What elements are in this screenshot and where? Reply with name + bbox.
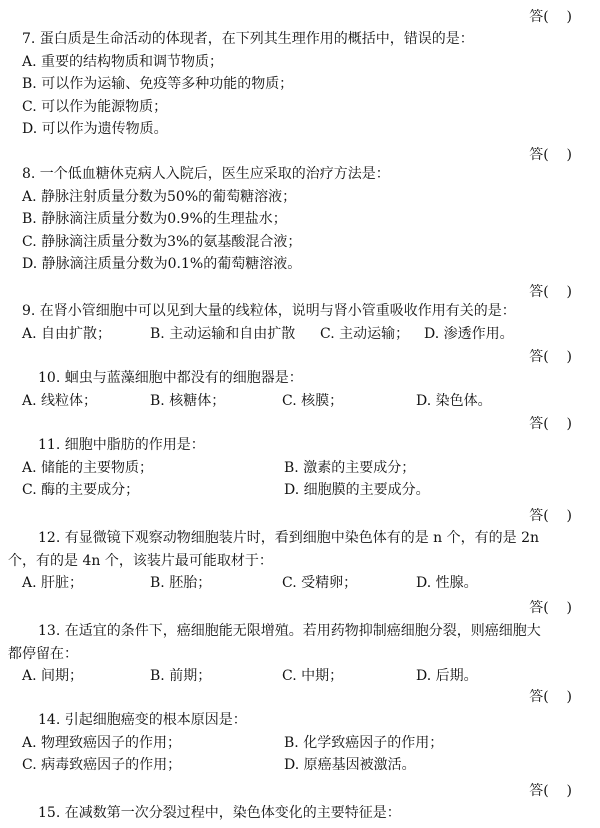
option-a: A. 线粒体； — [22, 392, 98, 409]
option-c: C. 静脉滴注质量分数为3%的氨基酸混合液； — [22, 233, 302, 250]
option-a: A. 静脉注射质量分数为50%的葡萄糖溶液； — [22, 188, 297, 205]
option-a: A. 物理致癌因子的作用； — [22, 734, 182, 751]
question-stem: 14. 引起细胞癌变的根本原因是： — [38, 712, 247, 728]
options-row — [22, 665, 562, 688]
answer-blank[interactable]: 答( ) — [529, 783, 572, 799]
question-stem-line-1: 13. 在适宜的条件下，癌细胞能无限增殖。若用药物抑制癌细胞分裂，则癌细胞大 — [38, 623, 541, 639]
answer-blank[interactable]: 答( ) — [529, 9, 572, 25]
option-a: A. 自由扩散； — [22, 325, 112, 342]
question-14 — [22, 709, 562, 777]
option-d: D. 性腺。 — [416, 575, 478, 591]
answer-blank[interactable]: 答( ) — [529, 689, 572, 705]
question-stem: 15. 在减数第一次分裂过程中，染色体变化的主要特征是： — [38, 805, 401, 821]
option-c: C. 病毒致癌因子的作用； — [22, 757, 182, 773]
option-c: C. 核膜； — [282, 392, 344, 409]
question-8 — [22, 163, 562, 276]
option-b: B. 激素的主要成分； — [284, 459, 416, 476]
option-c: C. 主动运输； — [320, 325, 410, 342]
option-b: B. 静脉滴注质量分数为0.9%的生理盐水； — [22, 211, 287, 227]
question-stem-line-2: 个，有的是 4n 个，该装片最可能取材于： — [8, 552, 273, 569]
question-stem: 8. 一个低血糖休克病人入院后，医生应采取的治疗方法是： — [22, 166, 390, 182]
option-b: B. 核糖体； — [150, 392, 226, 409]
options-row — [22, 572, 562, 595]
option-b: B. 胚胎； — [150, 575, 212, 591]
answer-blank[interactable]: 答( ) — [529, 508, 572, 524]
option-d: D. 可以作为遗传物质。 — [22, 121, 168, 137]
answer-blank[interactable]: 答( ) — [529, 147, 572, 163]
option-a: A. 储能的主要物质； — [22, 459, 154, 476]
question-stem: 11. 细胞中脂肪的作用是： — [38, 437, 205, 453]
question-stem: 9. 在肾小管细胞中可以见到大量的线粒体，说明与肾小管重吸收作用有关的是： — [22, 303, 516, 319]
question-13 — [8, 620, 562, 688]
option-d: D. 原癌基因被激活。 — [284, 757, 416, 773]
option-a: A. 肝脏； — [22, 575, 84, 591]
options-row — [22, 754, 562, 777]
options-row — [22, 479, 562, 502]
option-d: D. 静脉滴注质量分数为0.1%的葡萄糖溶液。 — [22, 256, 302, 272]
option-d: D. 渗透作用。 — [424, 325, 514, 342]
question-15 — [22, 802, 562, 825]
answer-blank[interactable]: 答( ) — [529, 416, 572, 432]
option-c: C. 受精卵； — [282, 575, 358, 591]
option-a: A. 重要的结构物质和调节物质； — [22, 53, 224, 70]
option-b: B. 可以作为运输、免疫等多种功能的物质； — [22, 76, 294, 92]
question-11 — [22, 434, 562, 502]
question-10 — [22, 367, 562, 412]
question-7 — [22, 28, 562, 141]
question-12 — [8, 527, 562, 595]
options-row — [22, 390, 562, 413]
option-b: B. 化学致癌因子的作用； — [284, 734, 444, 751]
answer-blank[interactable]: 答( ) — [529, 349, 572, 365]
option-d: D. 染色体。 — [416, 392, 492, 409]
question-stem-line-1: 12. 有显微镜下观察动物细胞装片时，看到细胞中染色体有的是 n 个，有的是 2n — [38, 530, 540, 546]
option-c: C. 酶的主要成分； — [22, 482, 140, 498]
answer-blank[interactable]: 答( ) — [529, 600, 572, 616]
options-row — [22, 323, 562, 346]
options-row — [22, 732, 562, 755]
options-row — [22, 457, 562, 480]
option-b: B. 主动运输和自由扩散 — [150, 325, 296, 342]
question-9 — [22, 300, 562, 345]
option-d: D. 后期。 — [416, 668, 478, 684]
option-c: C. 中期； — [282, 668, 344, 684]
option-c: C. 可以作为能源物质； — [22, 98, 168, 115]
option-d: D. 细胞膜的主要成分。 — [284, 482, 430, 498]
option-b: B. 前期； — [150, 668, 212, 684]
question-stem: 10. 蛔虫与蓝藻细胞中都没有的细胞器是： — [38, 370, 303, 386]
question-stem: 7. 蛋白质是生命活动的体现者，在下列其生理作用的概括中，错误的是： — [22, 31, 474, 47]
answer-blank[interactable]: 答( ) — [529, 284, 572, 300]
option-a: A. 间期； — [22, 668, 84, 684]
question-stem-line-2: 都停留在： — [8, 645, 78, 662]
